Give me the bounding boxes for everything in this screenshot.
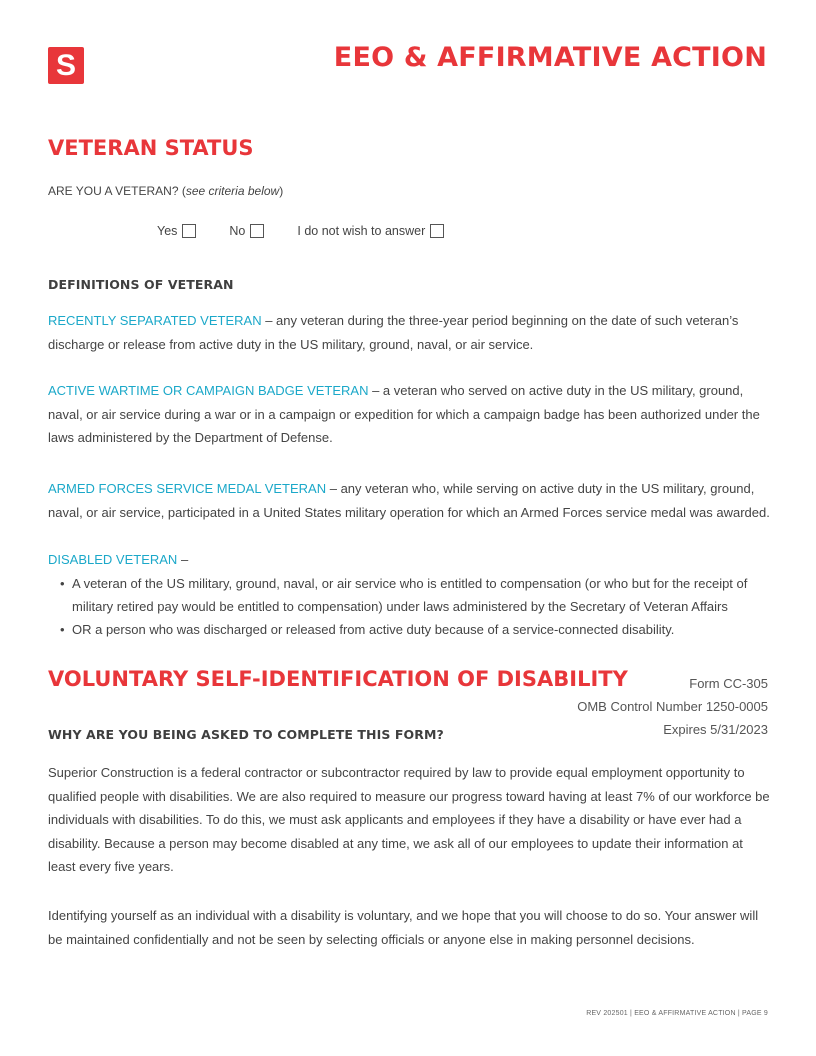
form-number: Form CC-305 xyxy=(689,676,768,691)
company-logo: S xyxy=(48,47,84,84)
decline-checkbox[interactable] xyxy=(430,224,444,238)
disability-heading: VOLUNTARY SELF-IDENTIFICATION OF DISABILITY xyxy=(48,667,628,691)
option-yes-label: Yes xyxy=(157,224,178,238)
form-meta xyxy=(577,672,768,741)
definition-text: – a veteran who served on active duty in the US military, ground, naval, or air service during a war or in a campaign or expedition for which a campaign badge has been authorized under the laws administered by the Department of Defense. xyxy=(48,383,760,445)
yes-checkbox[interactable] xyxy=(182,224,196,238)
definition-recently-separated xyxy=(48,309,770,356)
definition-term: ARMED FORCES SERVICE MEDAL VETERAN xyxy=(48,481,327,496)
option-no-label: No xyxy=(229,224,246,238)
disability-paragraph-2: Identifying yourself as an individual with a disability is voluntary, and we hope that you will choose to do so. Your answer will be maintained confidentially and not be seen by selecting officials or anyone else in making personnel decisions. xyxy=(48,908,759,947)
definition-term: RECENTLY SEPARATED VETERAN xyxy=(48,313,262,328)
veteran-status-heading: VETERAN STATUS xyxy=(48,136,254,160)
no-checkbox[interactable] xyxy=(250,224,264,238)
disability-paragraph-1: Superior Construction is a federal contractor or subcontractor required by law to provide equal employment opportunity to qualified people with disabilities. We are also required to measure our progress toward having at least 7% of our workforce be individuals with disabilities. To do this, we must ask applicants and employees if they have a disability or have ever had a disability. Because a person may become disabled at any time, we ask all of our employees to update their information at least every five years. xyxy=(48,765,770,874)
definition-service-medal xyxy=(48,477,770,524)
definition-text: – xyxy=(177,552,189,567)
document-title: EEO & AFFIRMATIVE ACTION xyxy=(333,42,767,73)
list-item: • OR a person who was discharged or released from active duty because of a service-connected disability. xyxy=(60,618,770,641)
option-decline-label: I do not wish to answer xyxy=(297,224,426,238)
definitions-heading: DEFINITIONS OF VETERAN xyxy=(48,277,234,292)
definition-term: ACTIVE WARTIME OR CAMPAIGN BADGE VETERAN xyxy=(48,383,369,398)
page-footer: REV 202501 | EEO & AFFIRMATIVE ACTION | PAGE 9 xyxy=(586,1010,768,1017)
definition-text: – any veteran who, while serving on active duty in the US military, ground, naval, or air service, participated in a United States military operation for which an Armed Forces service medal was awarded. xyxy=(48,481,770,520)
veteran-question xyxy=(48,184,283,198)
veteran-options xyxy=(157,221,477,241)
definition-wartime-campaign xyxy=(48,379,770,450)
option-decline[interactable] xyxy=(297,224,444,238)
question-criteria: see criteria below xyxy=(185,184,280,198)
omb-control-number: OMB Control Number 1250-0005 xyxy=(577,699,768,714)
question-prefix: ARE YOU A VETERAN? ( xyxy=(48,184,186,198)
definition-text: – any veteran during the three-year period beginning on the date of such veteran’s discharge or release from active duty in the US military, ground, naval, or air service. xyxy=(48,313,739,352)
option-no[interactable] xyxy=(229,224,264,238)
disabled-veteran-list xyxy=(60,572,770,641)
definition-disabled-veteran xyxy=(48,548,770,572)
option-yes[interactable] xyxy=(157,224,196,238)
list-item: • A veteran of the US military, ground, naval, or air service who is entitled to compensation (or who but for the receipt of military retired pay would be entitled to compensation) under laws administered by the Secretary of Veteran Affairs xyxy=(60,572,770,618)
definition-term: DISABLED VETERAN xyxy=(48,552,178,567)
question-suffix: ) xyxy=(279,184,284,198)
why-heading: WHY ARE YOU BEING ASKED TO COMPLETE THIS FORM? xyxy=(48,727,444,742)
expiration-date: Expires 5/31/2023 xyxy=(663,722,768,737)
